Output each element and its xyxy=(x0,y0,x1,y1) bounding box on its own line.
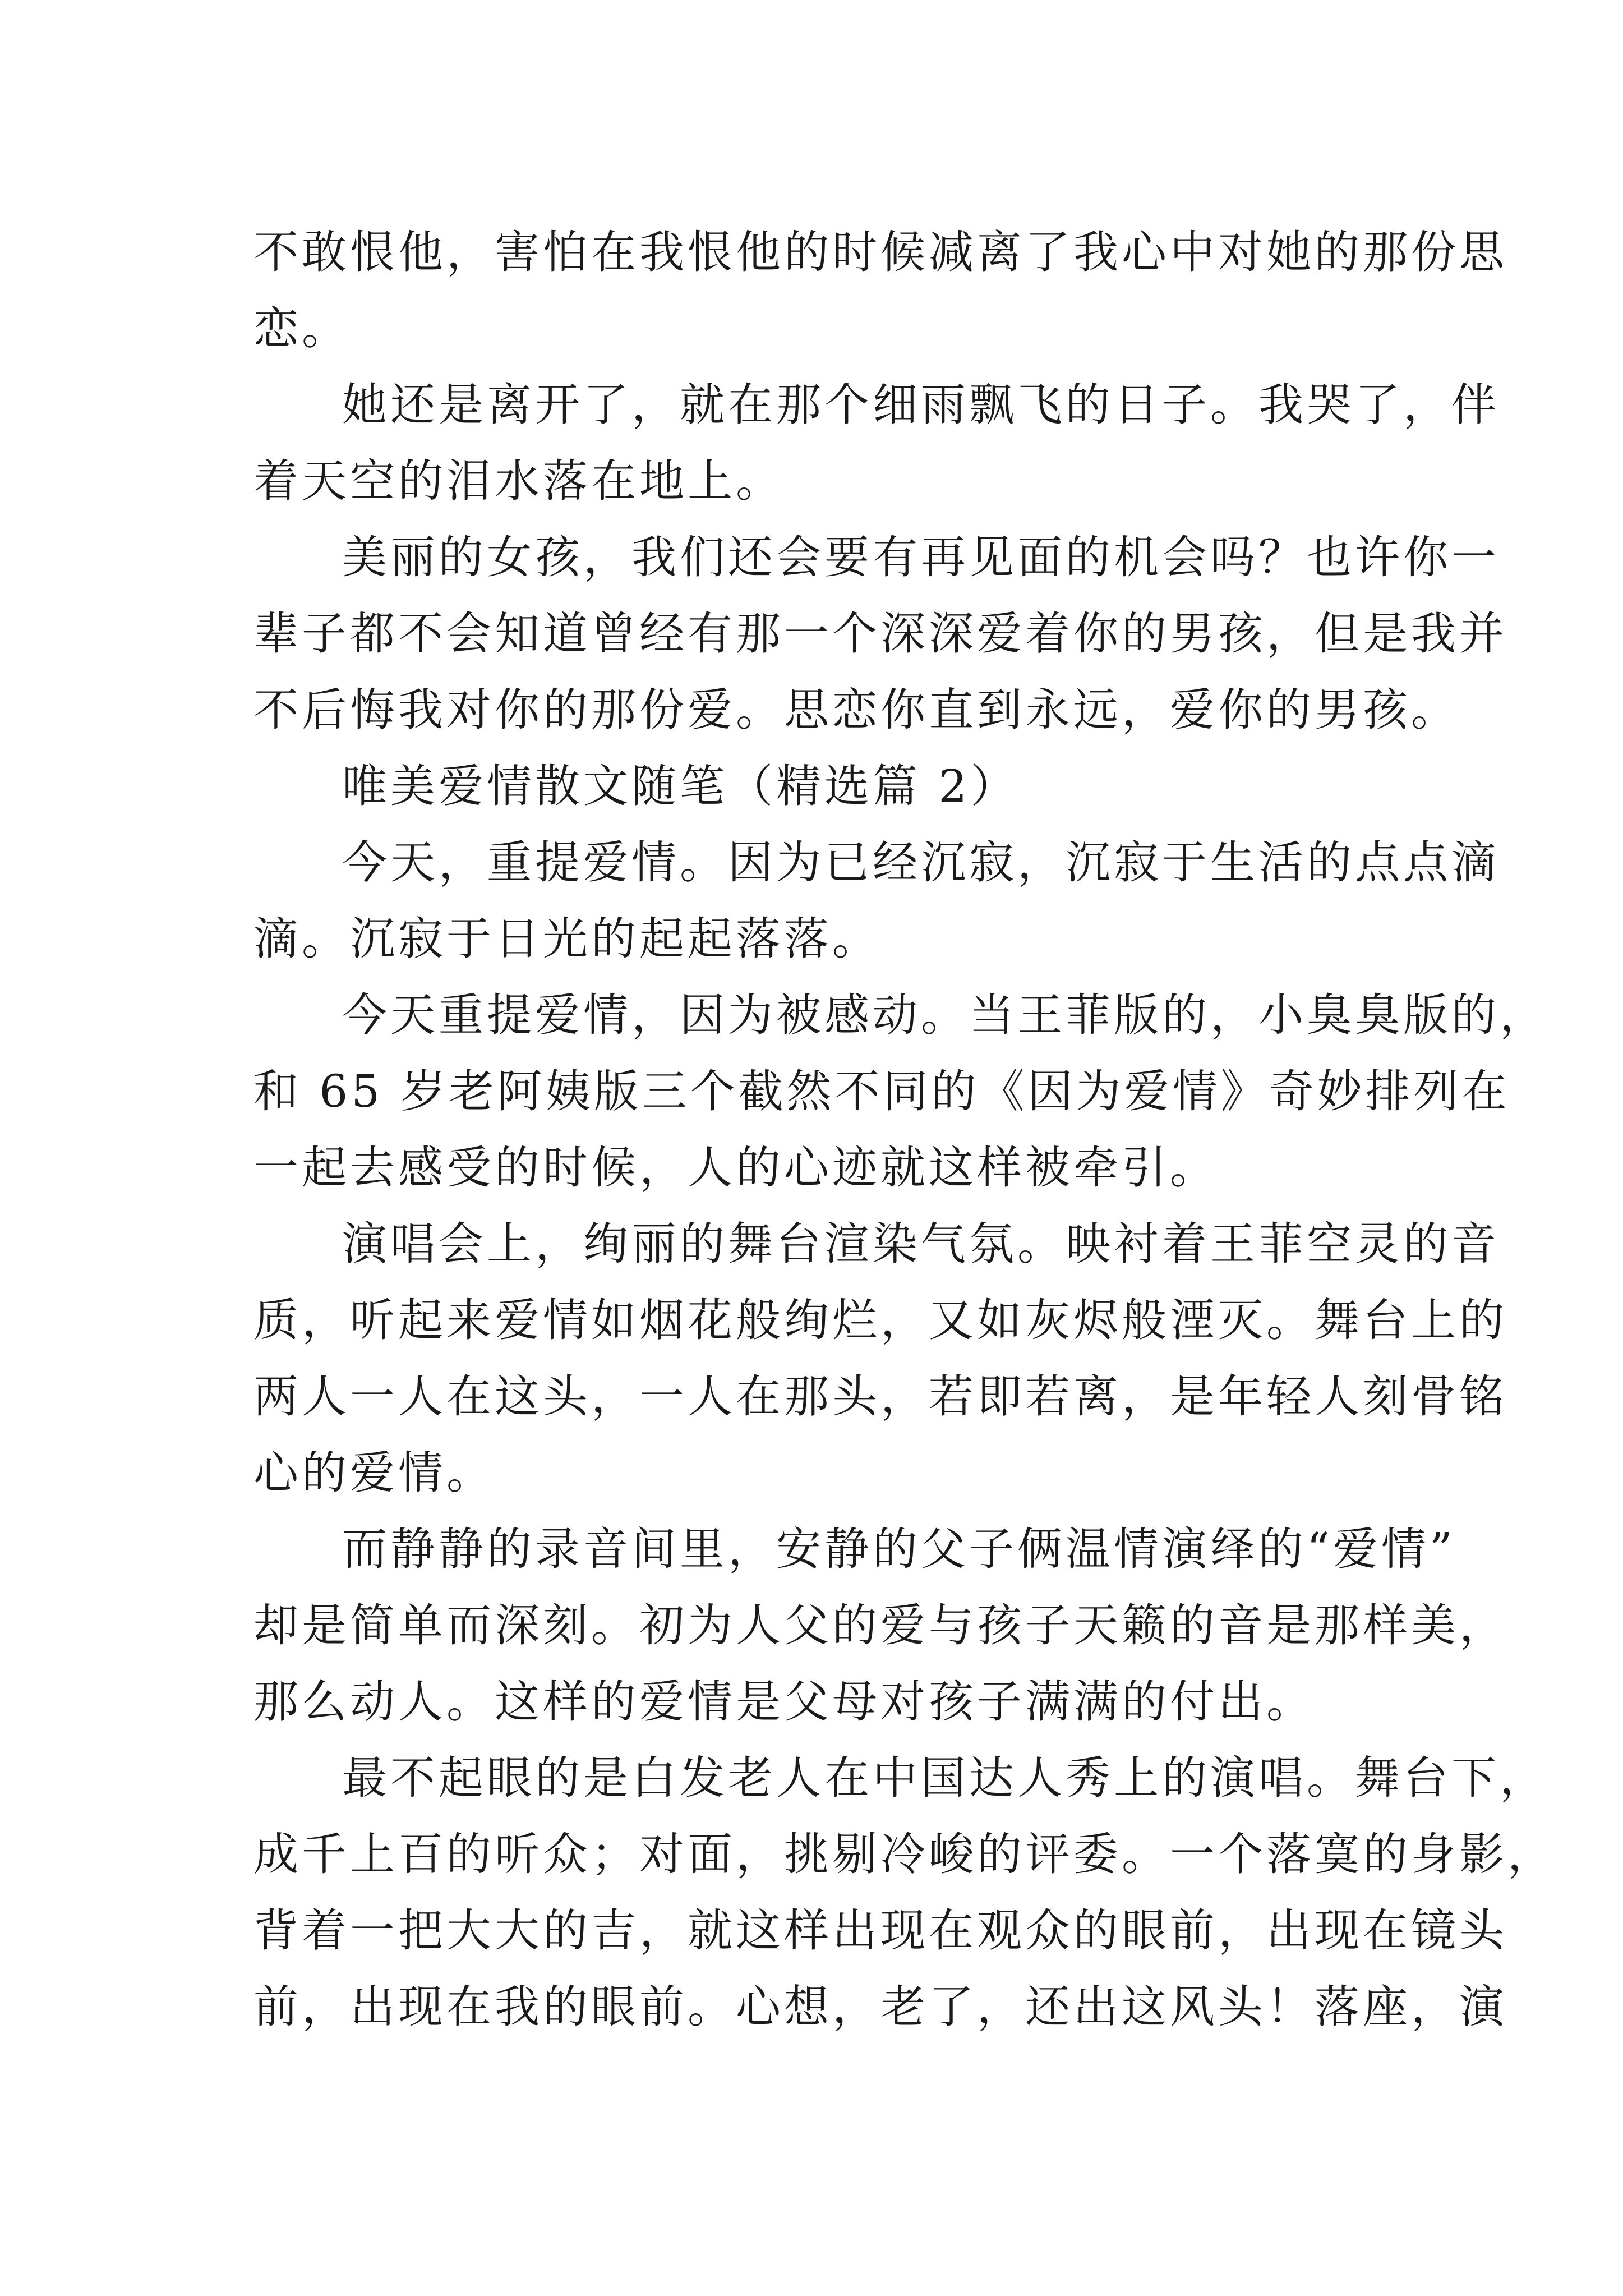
text-line: 背着一把大大的吉，就这样出现在观众的眼前，出现在镜头 xyxy=(253,1904,1507,1957)
text-line: 质，听起来爱情如烟花般绚烂，又如灰烬般湮灭。舞台上的 xyxy=(253,1294,1507,1346)
text-line: 却是简单而深刻。初为人父的爱与孩子天籁的音是那样美， xyxy=(253,1599,1507,1651)
text-line: 成千上百的听众；对面，挑剔冷峻的评委。一个落寞的身影， xyxy=(253,1828,1556,1880)
text-line: 前，出现在我的眼前。心想，老了，还出这风头！落座，演 xyxy=(253,1981,1507,2033)
text-line: 不敢恨他，害怕在我恨他的时候减离了我心中对她的那份思 xyxy=(253,226,1507,278)
paragraph-start-line: 今天，重提爱情。因为已经沉寂，沉寂于生活的点点滴 xyxy=(342,836,1500,889)
text-line: 辈子都不会知道曾经有那一个深深爱着你的男孩，但是我并 xyxy=(253,608,1507,660)
paragraph-start-line: 最不起眼的是白发老人在中国达人秀上的演唱。舞台下， xyxy=(342,1752,1548,1804)
paragraph-start-line: 美丽的女孩，我们还会要有再见面的机会吗？也许你一 xyxy=(342,531,1500,583)
text-line: 和 65 岁老阿姨版三个截然不同的《因为爱情》奇妙排列在 xyxy=(253,1065,1510,1117)
paragraph-start-line: 今天重提爱情，因为被感动。当王菲版的，小臭臭版的， xyxy=(342,989,1548,1041)
text-line: 心的爱情。 xyxy=(253,1447,495,1499)
document-body xyxy=(253,214,1556,2045)
section-heading: 唯美爱情散文随笔（精选篇 2） xyxy=(342,760,1019,812)
text-line: 不后悔我对你的那份爱。思恋你直到永远，爱你的男孩。 xyxy=(253,684,1459,736)
text-line: 一起去感受的时候，人的心迹就这样被牵引。 xyxy=(253,1142,1218,1194)
text-line: 那么动人。这样的爱情是父母对孩子满满的付出。 xyxy=(253,1676,1315,1728)
paragraph-start-line: 演唱会上，绚丽的舞台渲染气氛。映衬着王菲空灵的音 xyxy=(342,1218,1500,1270)
text-line: 滴。沉寂于日光的起起落落。 xyxy=(253,913,880,965)
text-line: 着天空的泪水落在地上。 xyxy=(253,455,784,507)
paragraph-start-line: 而静静的录音间里，安静的父子俩温情演绎的“爱情” xyxy=(342,1523,1456,1575)
paragraph-start-line: 她还是离开了，就在那个细雨飘飞的日子。我哭了，伴 xyxy=(342,379,1500,431)
text-line: 恋。 xyxy=(253,302,350,355)
text-line: 两人一人在这头，一人在那头，若即若离，是年轻人刻骨铭 xyxy=(253,1370,1507,1423)
